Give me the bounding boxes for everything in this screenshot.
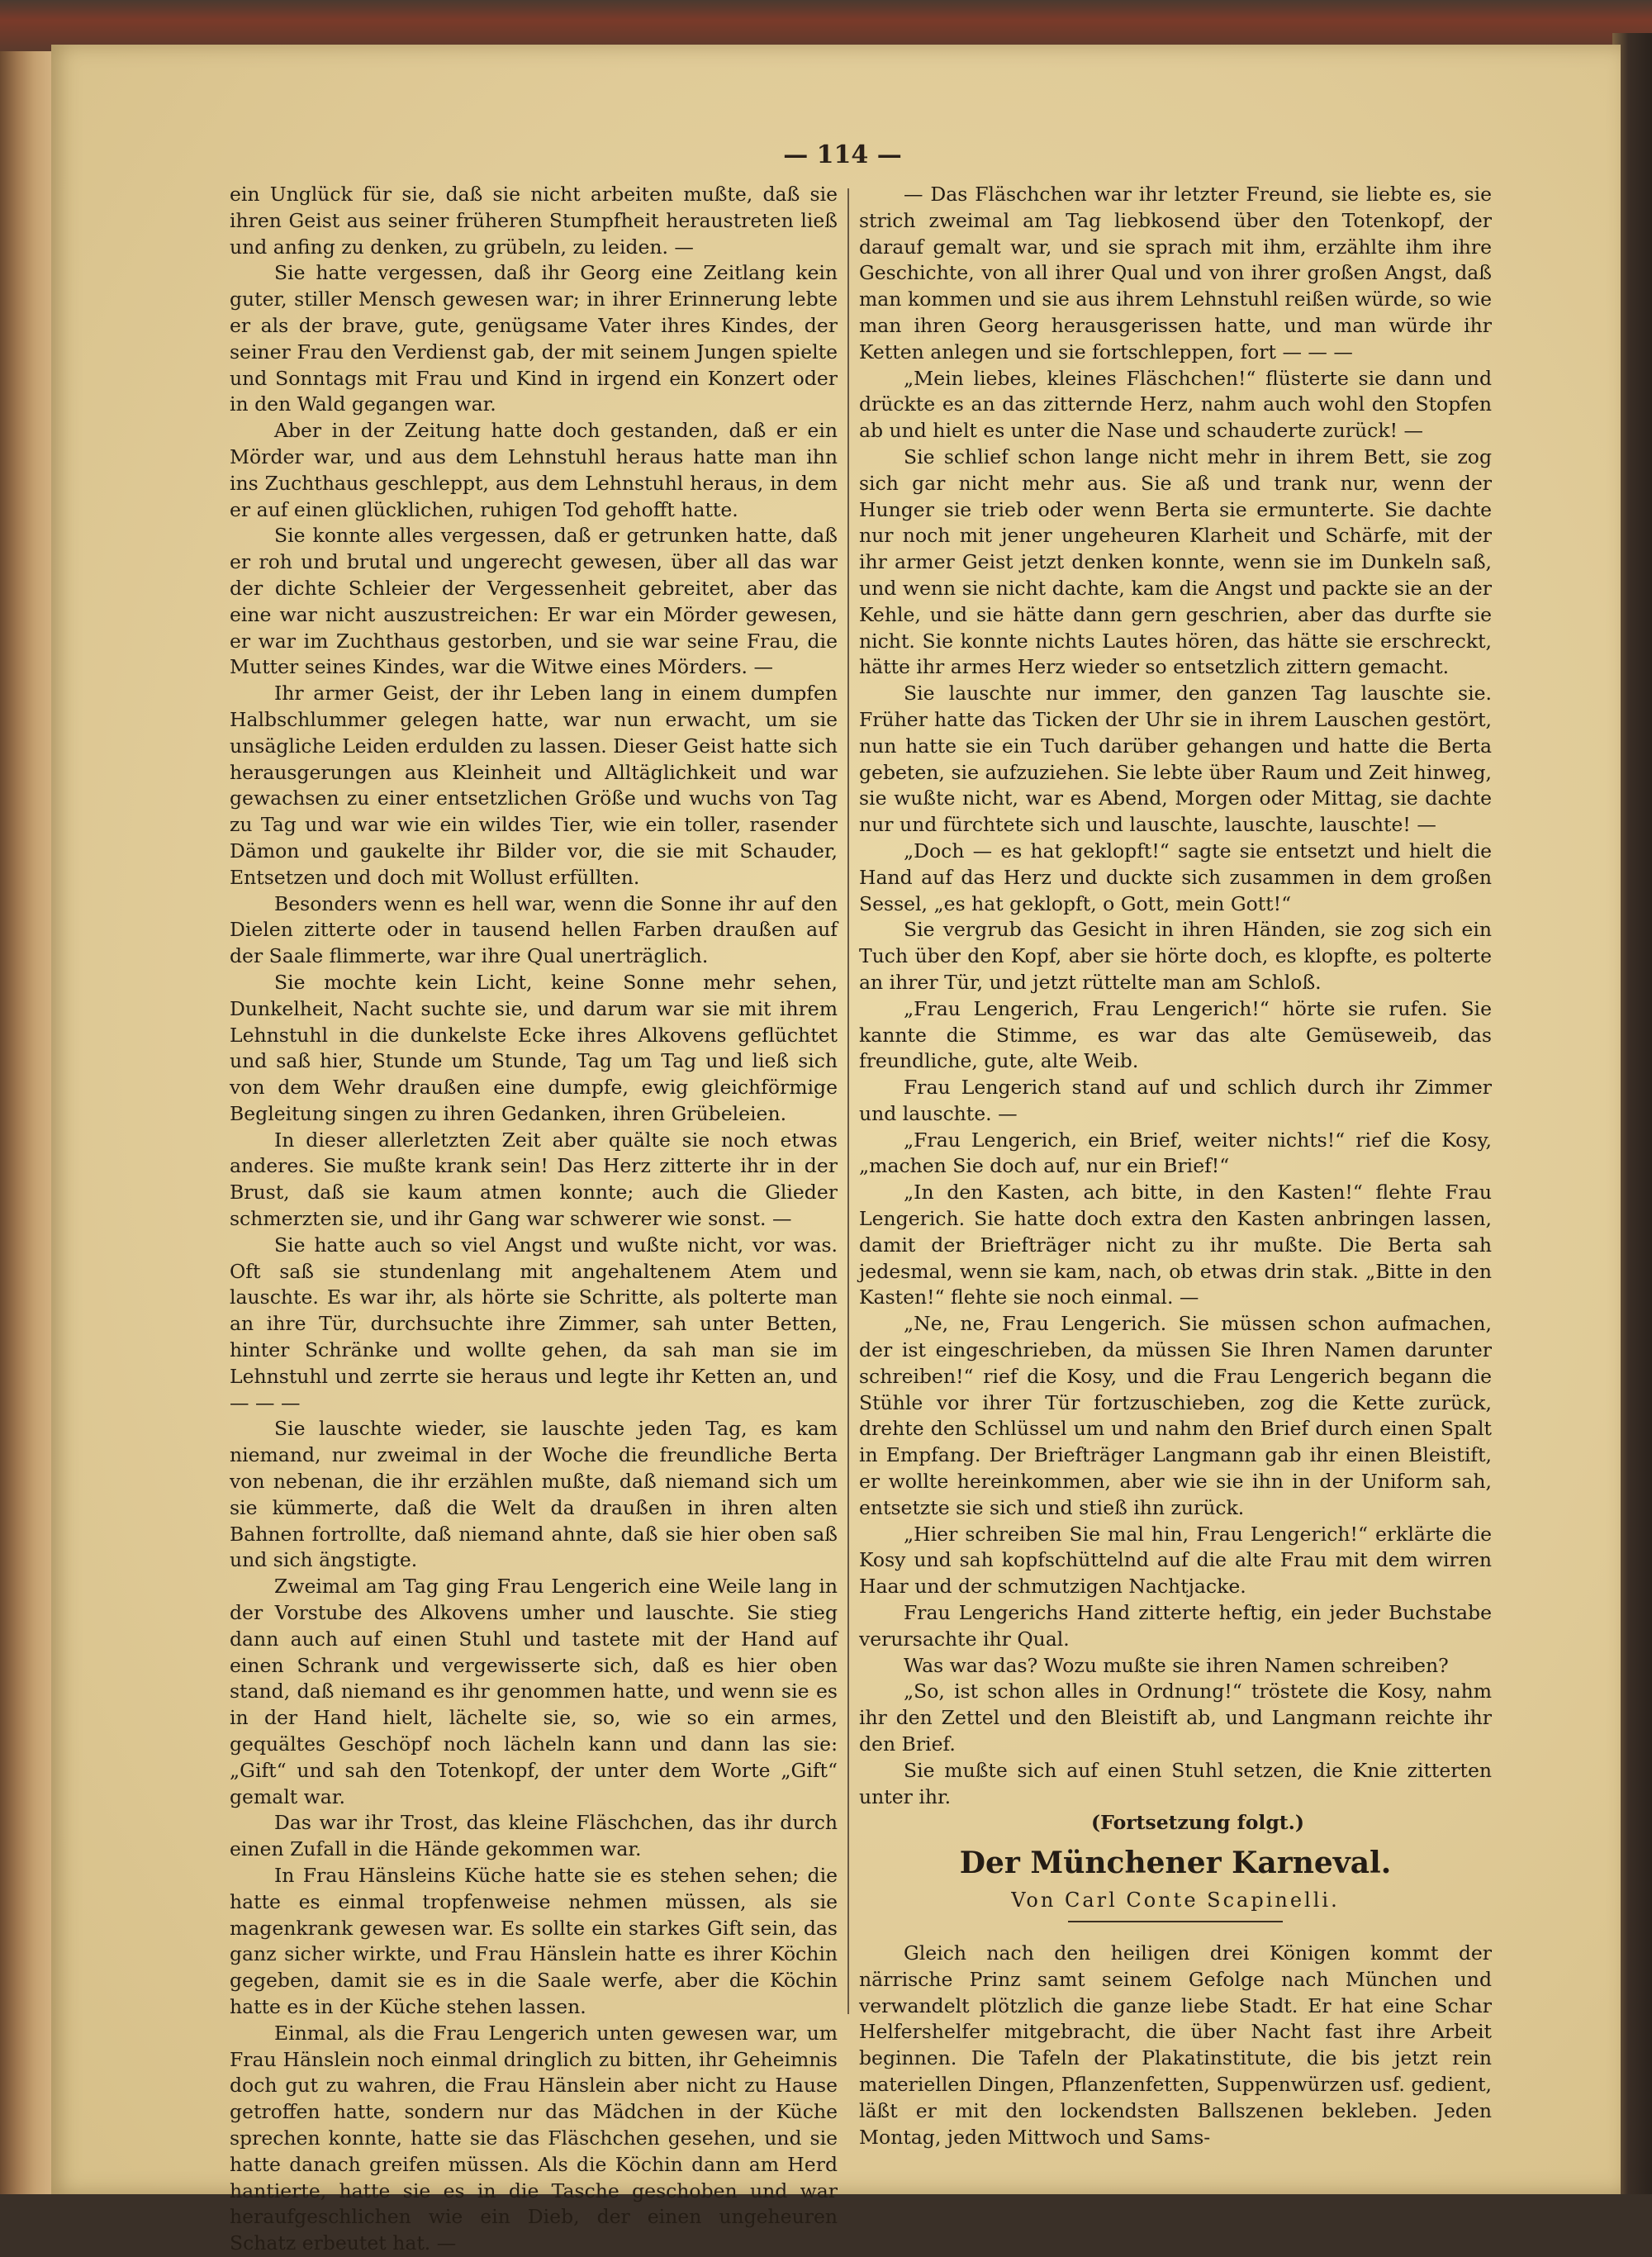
paragraph: Ihr armer Geist, der ihr Leben lang in einem dumpfen Halbschlummer gelegen hatte, war nun erwacht, um sie unsägliche Leiden erdulden zu lassen. Dieser Geist hatte sich herausgerungen aus Kleinheit und Alltäglichkeit und war gewachsen zu einer entsetzlichen Größe und wuchs von Tag zu Tag und war wie ein wildes Tier, wie ein toller, rasender Dämon und gaukelte ihr Bilder vor, die sie mit Schauder, Entsetzen und doch mit Wollust erfüllten.	[230, 682, 838, 889]
paragraph: Sie hatte auch so viel Angst und wußte nicht, vor was. Oft saß sie stundenlang mit angehaltenem Atem und lauschte. Es war ihr, als hörte sie Schritte, als polterte man an ihre Tür, durchsuchte ihre Zimmer, sah unter Betten, hinter Schränke und wollte gehen, da sah man sie im Lehnstuhl und zerrte sie heraus und legte ihr Ketten an, und — — —	[230, 1233, 838, 1414]
paragraph: Sie lauschte wieder, sie lauschte jeden Tag, es kam niemand, nur zweimal in der Woche die freundliche Berta von nebenan, die ihr erzählen mußte, daß niemand sich um sie kümmerte, daß die Welt da draußen in ihren alten Bahnen fortrollte, daß niemand ahnte, daß sie hier oben saß und sich ängstigte.	[230, 1417, 838, 1572]
paragraph: Sie schlief schon lange nicht mehr in ihrem Bett, sie zog sich gar nicht mehr aus. Sie aß und trank nur, wenn der Hunger sie trieb oder wenn Berta sie ermunterte. Sie dachte nur noch mit jener ungeheuren Klarheit und Schärfe, mit der ihr armer Geist jetzt denken konnte, wenn sie im Dunkeln saß, und wenn sie nicht dachte, kam die Angst und packte sie an der Kehle, und sie hätte dann gern geschrien, aber das durfte sie nicht. Sie konnte nichts Lautes hören, das hätte sie erschreckt, hätte ihr armes Herz wieder so entsetzlich zittern gemacht.	[859, 444, 1492, 679]
paragraph: Sie hatte vergessen, daß ihr Georg eine Zeitlang kein guter, stiller Mensch gewesen war; in ihrer Erinnerung lebte er als der brave, gute, genügsame Vater ihres Kindes, der seiner Frau den Verdienst gab, der mit seinem Jungen spielte und Sonntags mit Frau und Kind in irgend ein Konzert oder in den Wald gegangen war.	[230, 261, 838, 416]
paragraph: — Das Fläschchen war ihr letzter Freund, sie liebte es, sie strich zweimal am Tag liebkosend über den Totenkopf, der darauf gemalt war, und sie sprach mit ihm, erzählte ihm ihre Geschichte, von all ihrer Qual und von ihrer großen Angst, daß man kommen und sie aus ihrem Lehnstuhl reißen würde, so wie man ihren Georg herausgerissen hatte, und man würde ihr Ketten anlegen und sie fortschleppen, fort — — —	[859, 183, 1492, 363]
paragraph: „Hier schreiben Sie mal hin, Frau Lengerich!“ erklärte die Kosy und sah kopfschüttelnd auf die alte Frau mit dem wirren Haar und der schmutzigen Nachtjacke.	[859, 1522, 1492, 1599]
paragraph: Zweimal am Tag ging Frau Lengerich eine Weile lang in der Vorstube des Alkovens umher und lauschte. Sie stieg dann auch auf einen Stuhl und tastete mit der Hand auf einen Schrank und vergewisserte sich, daß es hier oben stand, daß niemand es ihr genommen hatte, und wenn sie es in der Hand hielt, lächelte sie, so, wie so ein armes, gequältes Geschöpf noch lächeln kann und dann las sie: „Gift“ und sah den Totenkopf, der unter dem Worte „Gift“ gemalt war.	[230, 1575, 838, 1808]
paragraph: Frau Lengerich stand auf und schlich durch ihr Zimmer und lauschte. —	[859, 1076, 1492, 1125]
book-page-edges	[0, 51, 58, 2194]
paragraph: Sie mußte sich auf einen Stuhl setzen, die Knie zitterten unter ihr.	[859, 1758, 1492, 1808]
title-rule	[1068, 1921, 1283, 1922]
paragraph: „Doch — es hat geklopft!“ sagte sie entsetzt und hielt die Hand auf das Herz und duckte sich zusammen in dem großen Sessel, „es hat geklopft, o Gott, mein Gott!“	[859, 839, 1492, 915]
paragraph: „Frau Lengerich, Frau Lengerich!“ hörte sie rufen. Sie kannte die Stimme, es war das alte Gemüseweib, das freundliche, gute, alte Weib.	[859, 996, 1492, 1073]
paragraph: „In den Kasten, ach bitte, in den Kasten!“ flehte Frau Lengerich. Sie hatte doch extra den Kasten anbringen lassen, damit der Briefträger nicht zu ihr mußte. Die Berta sah jedesmal, wenn sie kam, nach, ob etwas drin stak. „Bitte in den Kasten!“ flehte sie noch einmal. —	[859, 1181, 1492, 1309]
paragraph: „So, ist schon alles in Ordnung!“ tröstete die Kosy, nahm ihr den Zettel und den Bleistift ab, und Langmann reichte ihr den Brief.	[859, 1680, 1492, 1756]
paragraph: Sie mochte kein Licht, keine Sonne mehr sehen, Dunkelheit, Nacht suchte sie, und darum war sie mit ihrem Lehnstuhl in die dunkelste Ecke ihres Alkovens geflüchtet und saß hier, Stunde um Stunde, Tag um Tag und ließ sich von dem Wehr draußen eine dumpfe, ewig gleichförmige Begleitung singen zu ihren Gedanken, ihren Grübeleien.	[230, 970, 838, 1125]
right-column	[859, 182, 1492, 2149]
left-column	[230, 182, 838, 2255]
paragraph: Das war ihr Trost, das kleine Fläschchen, das ihr durch einen Zufall in die Hände gekommen war.	[230, 1811, 838, 1861]
paragraph: „Frau Lengerich, ein Brief, weiter nichts!“ rief die Kosy, „machen Sie doch auf, nur ein Brief!“	[859, 1128, 1492, 1178]
paragraph: In dieser allerletzten Zeit aber quälte sie noch etwas anderes. Sie mußte krank sein! Das Herz zitterte ihr in der Brust, daß sie kaum atmen konnte; auch die Glieder schmerzten sie, und ihr Gang war schwerer wie sonst. —	[230, 1128, 838, 1231]
article-author: Von Carl Conte Scapinelli.	[1011, 1889, 1340, 1913]
paragraph: ein Unglück für sie, daß sie nicht arbeiten mußte, daß sie ihren Geist aus seiner früheren Stumpfheit heraustreten ließ und anfing zu denken, zu grübeln, zu leiden. —	[230, 183, 838, 259]
book-binding-top	[0, 0, 1652, 51]
paragraph: „Mein liebes, kleines Fläschchen!“ flüsterte sie dann und drückte es an das zitternde Herz, nahm auch wohl den Stopfen ab und hielt es unter die Nase und schauderte zurück! —	[859, 366, 1492, 443]
paragraph: In Frau Hänsleins Küche hatte sie es stehen sehen; die hatte es einmal tropfenweise nehmen müssen, als sie magenkrank gewesen war. Es sollte ein starkes Gift sein, das ganz sicher wirkte, und Frau Hänslein hatte es ihrer Köchin gegeben, damit sie es in die Saale werfe, aber die Köchin hatte es in der Küche stehen lassen.	[230, 1864, 838, 2018]
paragraph: Besonders wenn es hell war, wenn die Sonne ihr auf den Dielen zitterte oder in tausend hellen Farben draußen auf der Saale flimmerte, war ihre Qual unerträglich.	[230, 891, 838, 968]
paragraph: Frau Lengerichs Hand zitterte heftig, ein jeder Buchstabe verursachte ihr Qual.	[859, 1601, 1492, 1651]
article-title: Der Münchener Karneval.	[959, 1846, 1392, 1881]
column-divider	[847, 188, 849, 2014]
continuation-note: (Fortsetzung folgt.)	[1091, 1811, 1304, 1835]
paragraph: Was war das? Wozu mußte sie ihren Namen schreiben?	[904, 1653, 1449, 1677]
paragraph: Einmal, als die Frau Lengerich unten gewesen war, um Frau Hänslein noch einmal dringlich zu bitten, ihr Geheimnis doch gut zu wahren, die Frau Hänslein aber nicht zu Hause getroffen hatte, sondern nur das Mädchen in der Küche sprechen konnte, hatte sie das Fläschchen gesehen, und sie hatte danach greifen müssen. Als die Köchin dann am Herd hantierte, hatte sie es in die Tasche geschoben und war heraufgeschlichen wie ein Dieb, der einen ungeheuren Schatz erbeutet hat. —	[230, 2021, 838, 2255]
paragraph: Sie lauschte nur immer, den ganzen Tag lauschte sie. Früher hatte das Ticken der Uhr sie in ihrem Lauschen gestört, nun hatte sie ein Tuch darüber gehangen und hatte die Berta gebeten, sie aufzuziehen. Sie lebte über Raum und Zeit hinweg, sie wußte nicht, war es Abend, Morgen oder Mittag, sie dachte nur und fürchtete sich und lauschte, lauschte, lauschte! —	[859, 682, 1492, 837]
paragraph: Sie vergrub das Gesicht in ihren Händen, sie zog sich ein Tuch über den Kopf, aber sie hörte doch, es klopfte, es polterte an ihrer Tür, und jetzt rüttelte man am Schloß.	[859, 918, 1492, 994]
paragraph: „Ne, ne, Frau Lengerich. Sie müssen schon aufmachen, der ist eingeschrieben, da müssen Sie Ihren Namen darunter schreiben!“ rief die Kosy, und die Frau Lengerich begann die Stühle vor ihrer Tür fortzuschieben, zog die Kette zurück, drehte den Schlüssel um und nahm den Brief durch einen Spalt in Empfang. Der Briefträger Langmann gab ihr einen Bleistift, er wollte hereinkommen, aber wie sie ihn in der Uniform sah, entsetzte sie sich und stieß ihn zurück.	[859, 1312, 1492, 1519]
page-number: — 114 —	[783, 140, 902, 169]
paragraph: Sie konnte alles vergessen, daß er getrunken hatte, daß er roh und brutal und ungerecht gewesen, über all das war der dichte Schleier der Vergessenheit gebreitet, aber das eine war nicht auszustreichen: Er war ein Mörder gewesen, er war im Zuchthaus gestorben, und sie war seine Frau, die Mutter seines Kindes, war die Witwe eines Mörders. —	[230, 524, 838, 679]
article-text: Gleich nach den heiligen drei Königen kommt der närrische Prinz samt seinem Gefolge nach München und verwandelt plötzlich die ganze liebe Stadt. Er hat eine Schar Helfershelfer mitgebracht, die über Nacht fast ihre Arbeit beginnen. Die Tafeln der Plakatinstitute, die bis jetzt rein materiellen Dingen, Pflanzenfetten, Suppenwürzen usf. gedient, läßt er mit den lockendsten Ballszenen bekleben. Jeden Montag, jeden Mittwoch und Sams-	[859, 1941, 1492, 2149]
paragraph: Aber in der Zeitung hatte doch gestanden, daß er ein Mörder war, und aus dem Lehnstuhl heraus hatte man ihn ins Zuchthaus geschleppt, aus dem Lehnstuhl heraus, in dem er auf einen glücklichen, ruhigen Tod gehofft hatte.	[230, 419, 838, 521]
